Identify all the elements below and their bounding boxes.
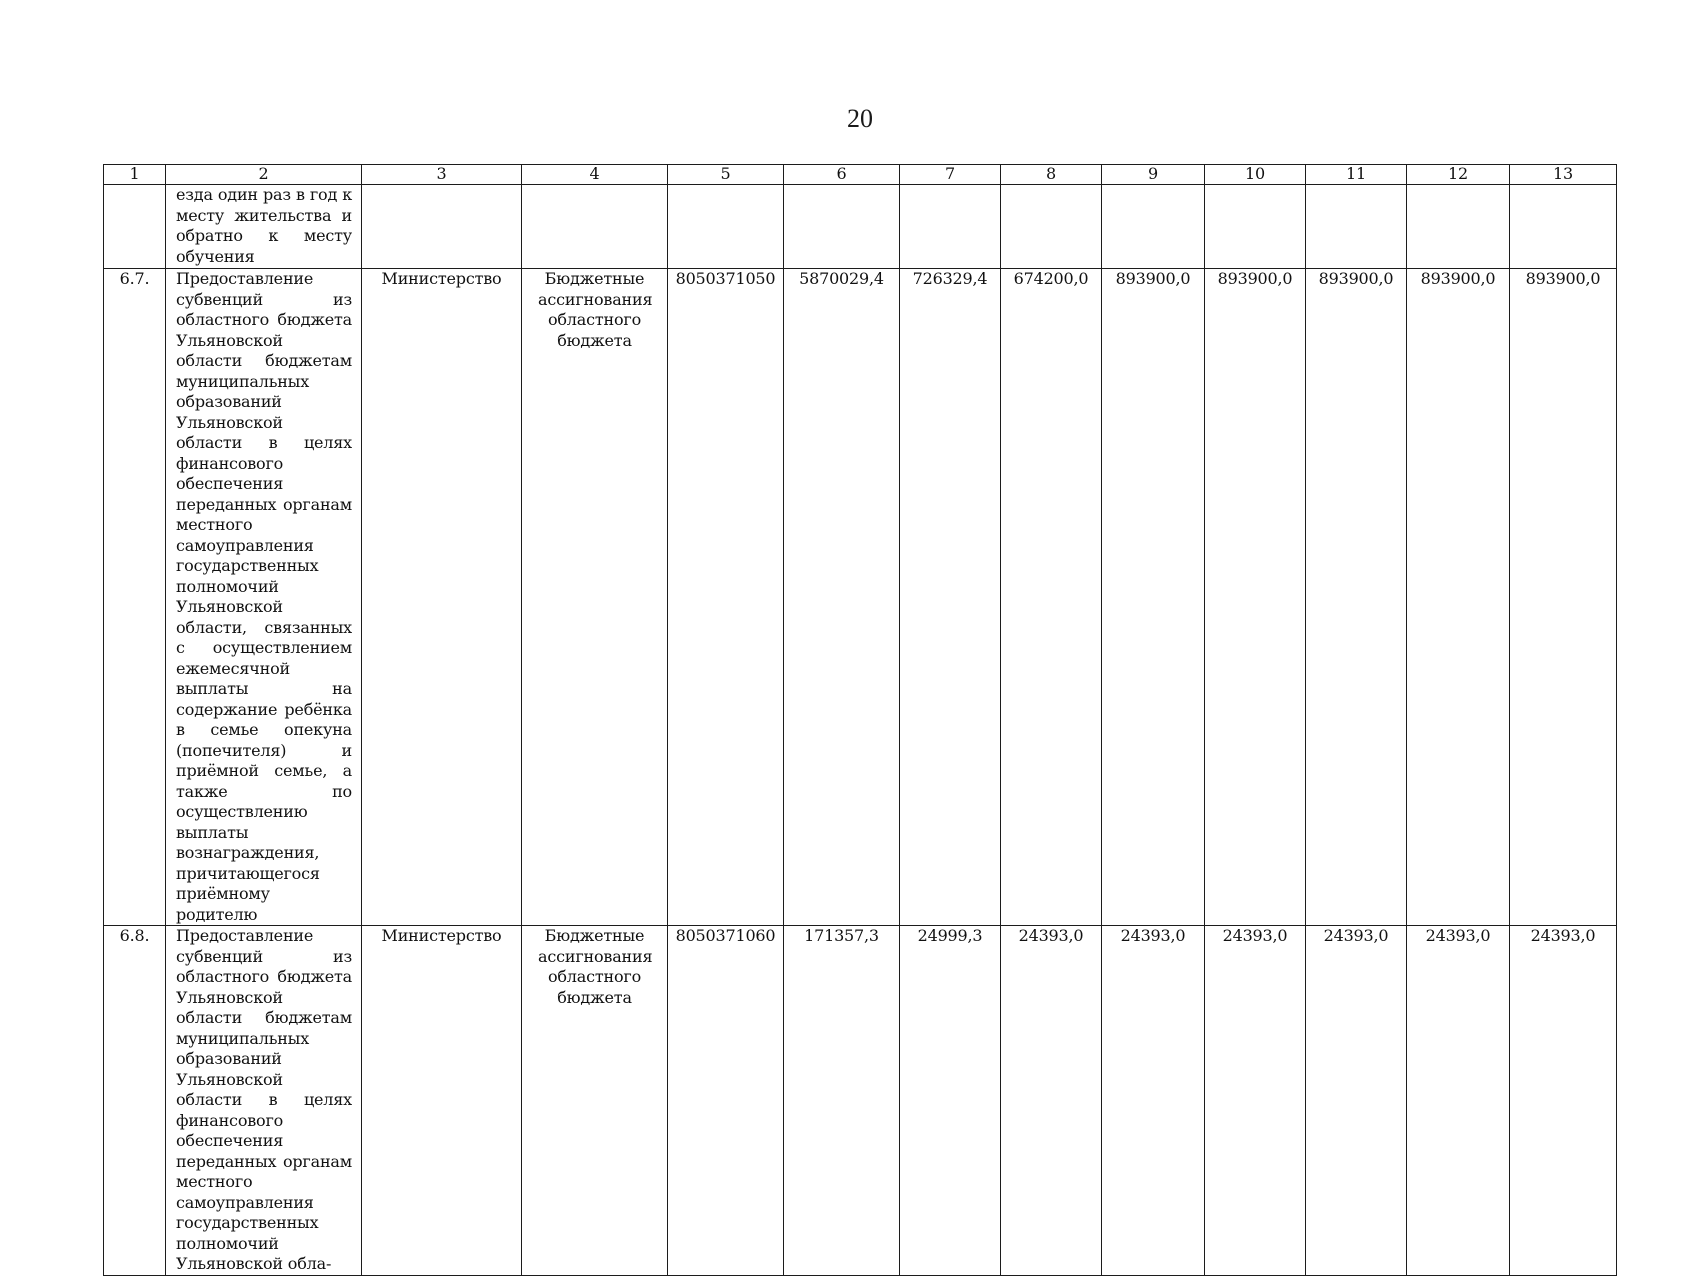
row-value: 893900,0 xyxy=(1102,269,1205,926)
page-number: 20 xyxy=(847,104,873,133)
row-number: 6.8. xyxy=(104,926,166,1276)
row-description: Предоставление субвенций из областного бюджета Ульяновской области бюджетам муниципальных образований Ульяновской области в целях финансового обеспечения переданных органам местного самоуправления государственных полномочий Ульяновской обла- xyxy=(166,926,362,1276)
column-header: 6 xyxy=(784,165,900,185)
empty-cell xyxy=(1102,185,1205,269)
column-header: 2 xyxy=(166,165,362,185)
column-header: 12 xyxy=(1407,165,1510,185)
row-value: 24393,0 xyxy=(1205,926,1306,1276)
row-code: 8050371060 xyxy=(668,926,784,1276)
empty-cell xyxy=(362,185,522,269)
column-header: 7 xyxy=(900,165,1001,185)
row-value: 24999,3 xyxy=(900,926,1001,1276)
row-funding-source: Бюджетные ассигнования областного бюджета xyxy=(522,926,668,1276)
row-value: 24393,0 xyxy=(1510,926,1617,1276)
row-description: езда один раз в год к месту жительства и обратно к месту обучения xyxy=(166,185,362,269)
empty-cell xyxy=(1510,185,1617,269)
row-organization: Министерство xyxy=(362,926,522,1276)
column-header: 4 xyxy=(522,165,668,185)
row-value: 24393,0 xyxy=(1306,926,1407,1276)
table-row-continuation xyxy=(104,185,1617,269)
row-value: 893900,0 xyxy=(1205,269,1306,926)
row-value: 24393,0 xyxy=(1407,926,1510,1276)
table-row xyxy=(104,926,1617,1276)
row-description: Предоставление субвенций из областного бюджета Ульяновской области бюджетам муниципальных образований Ульяновской области в целях финансового обеспечения переданных органам местного самоуправления государственных полномочий Ульяновской области, связанных с осуществлением ежемесячной выплаты на содержание ребёнка в семье опекуна (попечителя) и приёмной семье, а также по осуществлению выплаты вознаграждения, причитающегося приёмному родителю xyxy=(166,269,362,926)
row-value: 5870029,4 xyxy=(784,269,900,926)
row-value: 24393,0 xyxy=(1102,926,1205,1276)
row-value: 726329,4 xyxy=(900,269,1001,926)
column-header: 9 xyxy=(1102,165,1205,185)
empty-cell xyxy=(900,185,1001,269)
empty-cell xyxy=(1001,185,1102,269)
empty-cell xyxy=(1205,185,1306,269)
row-organization: Министерство xyxy=(362,269,522,926)
column-header: 3 xyxy=(362,165,522,185)
row-number xyxy=(104,185,166,269)
row-value: 893900,0 xyxy=(1306,269,1407,926)
empty-cell xyxy=(1407,185,1510,269)
row-value: 893900,0 xyxy=(1510,269,1617,926)
column-header: 8 xyxy=(1001,165,1102,185)
row-value: 674200,0 xyxy=(1001,269,1102,926)
empty-cell xyxy=(1306,185,1407,269)
column-header: 13 xyxy=(1510,165,1617,185)
empty-cell xyxy=(522,185,668,269)
row-funding-source: Бюджетные ассигнования областного бюджета xyxy=(522,269,668,926)
column-header: 10 xyxy=(1205,165,1306,185)
budget-table xyxy=(103,164,1617,1276)
column-number-row xyxy=(104,165,1617,185)
column-header: 5 xyxy=(668,165,784,185)
row-number: 6.7. xyxy=(104,269,166,926)
row-value: 24393,0 xyxy=(1001,926,1102,1276)
table-row xyxy=(104,269,1617,926)
empty-cell xyxy=(784,185,900,269)
column-header: 11 xyxy=(1306,165,1407,185)
empty-cell xyxy=(668,185,784,269)
column-header: 1 xyxy=(104,165,166,185)
row-value: 893900,0 xyxy=(1407,269,1510,926)
row-code: 8050371050 xyxy=(668,269,784,926)
row-value: 171357,3 xyxy=(784,926,900,1276)
